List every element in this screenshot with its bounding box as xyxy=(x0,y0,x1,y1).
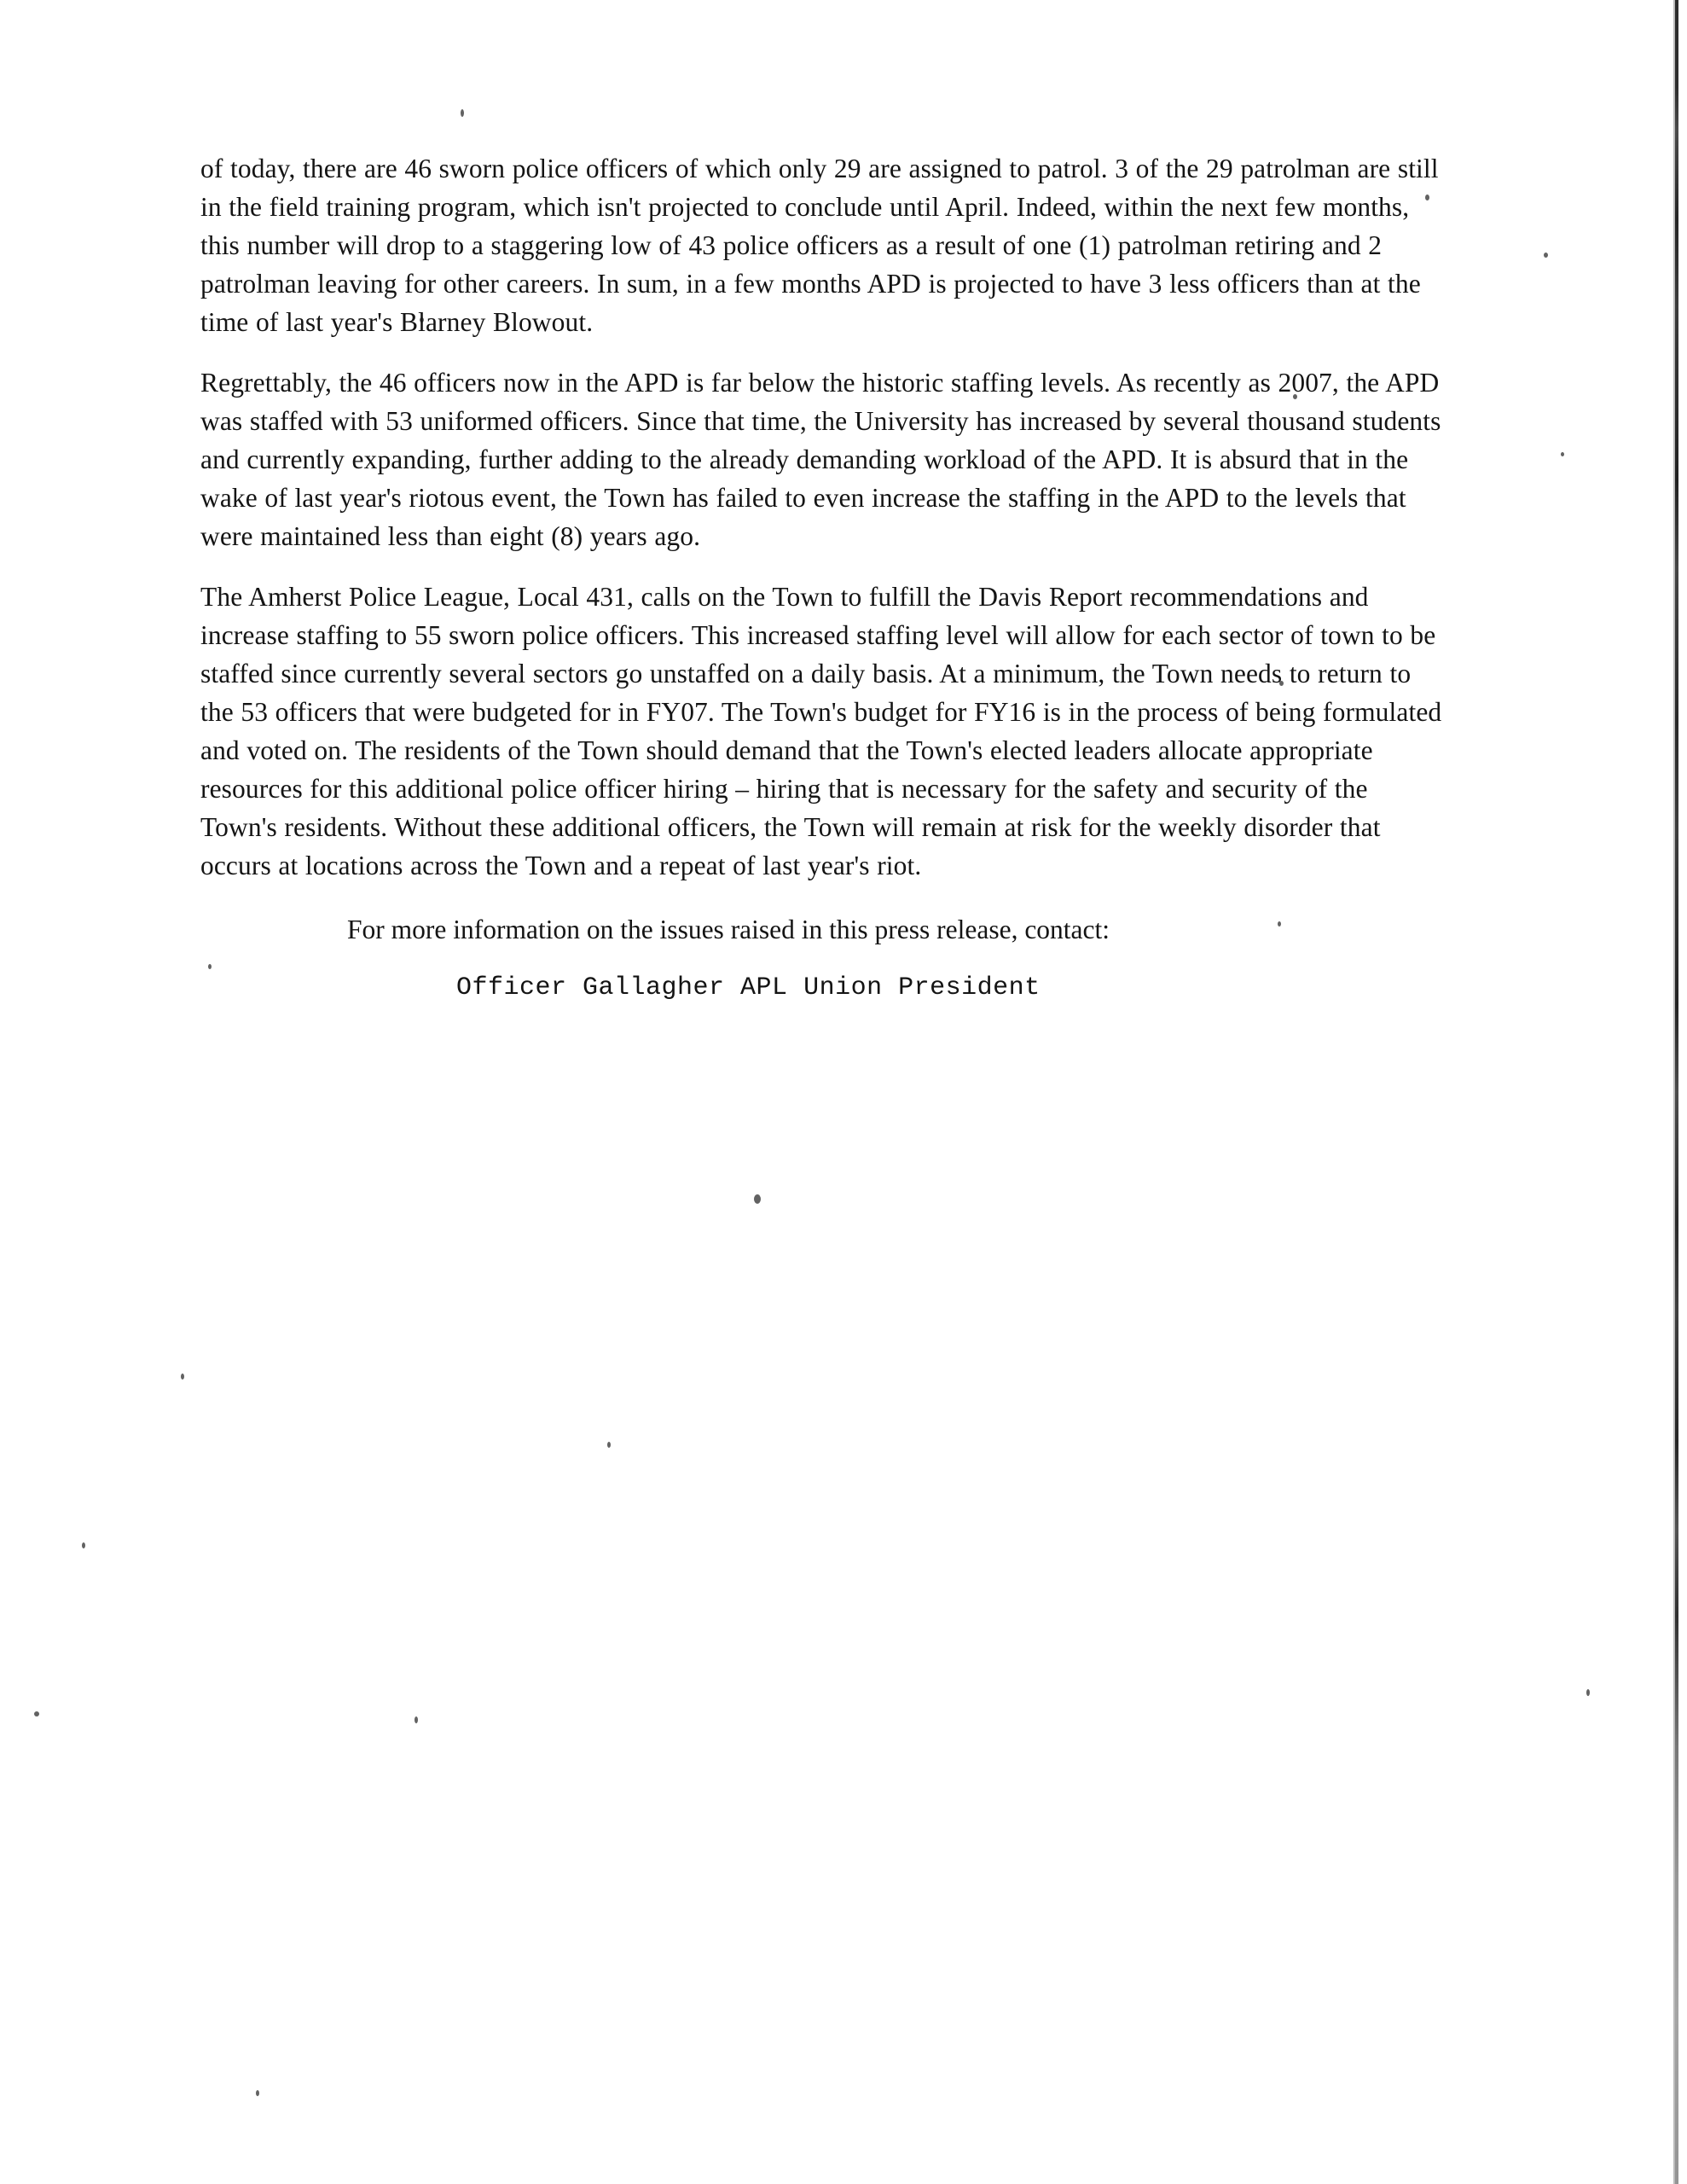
scan-speck xyxy=(461,109,464,117)
scan-speck xyxy=(82,1542,85,1548)
scan-edge-artifact-secondary xyxy=(1673,0,1675,2184)
scan-speck xyxy=(34,1711,39,1716)
paragraph-historic-staffing: Regrettably, the 46 officers now in the APD is far below the historic staffing levels. As recently as 2007, the APD was staffed with 53 uniformed officers. Since that time, the University has increased by several thousand students and currently expanding, further adding to the already demanding workload of the APD. It is absurd that in the wake of last year's riotous event, the Town has failed to even increase the staffing in the APD to the levels that were maintained less than eight (8) years ago. xyxy=(200,368,1441,551)
scan-speck xyxy=(1544,253,1548,258)
scan-speck xyxy=(181,1374,184,1380)
paragraph-staffing-current: of today, there are 46 sworn police officers of which only 29 are assigned to patrol. 3 of the 29 patrolman are still in the field training program, which isn't projected to conclude until April. Indeed, within the next few months, this number will drop to a staggering low of 43 police officers as a result of one (1) patrolman retiring and 2 patrolman leaving for other careers. In sum, in a few months APD is projected to have 3 less officers than at the time of last year's Blarney Blowout. xyxy=(200,154,1439,337)
scan-speck xyxy=(415,1716,418,1723)
scan-speck xyxy=(754,1194,761,1204)
scan-speck xyxy=(256,2090,259,2096)
scan-speck xyxy=(607,1442,611,1448)
signature-line: Officer Gallagher APL Union President xyxy=(456,973,1041,1002)
document-text-body xyxy=(200,149,1447,1008)
paragraph-union-call-to-action: The Amherst Police League, Local 431, calls on the Town to fulfill the Davis Report recommendations and increase staffing to 55 sworn police officers. This increased staffing level will allow for each sector of town to be staffed since currently several sectors go unstaffed on a daily basis. At a minimum, the Town needs to return to the 53 officers that were budgeted for in FY07. The Town's budget for FY16 is in the process of being formulated and voted on. The residents of the Town should demand that the Town's elected leaders allocate appropriate resources for this additional police officer hiring – hiring that is necessary for the safety and security of the Town's residents. Without these additional officers, the Town will remain at risk for the weekly disorder that occurs at locations across the Town and a repeat of last year's riot. xyxy=(200,582,1442,880)
scan-edge-artifact xyxy=(1675,0,1678,2184)
scan-speck xyxy=(1561,452,1564,456)
scan-speck xyxy=(1586,1689,1590,1696)
contact-intro-line: For more information on the issues raised in this press release, contact: xyxy=(347,915,1110,944)
